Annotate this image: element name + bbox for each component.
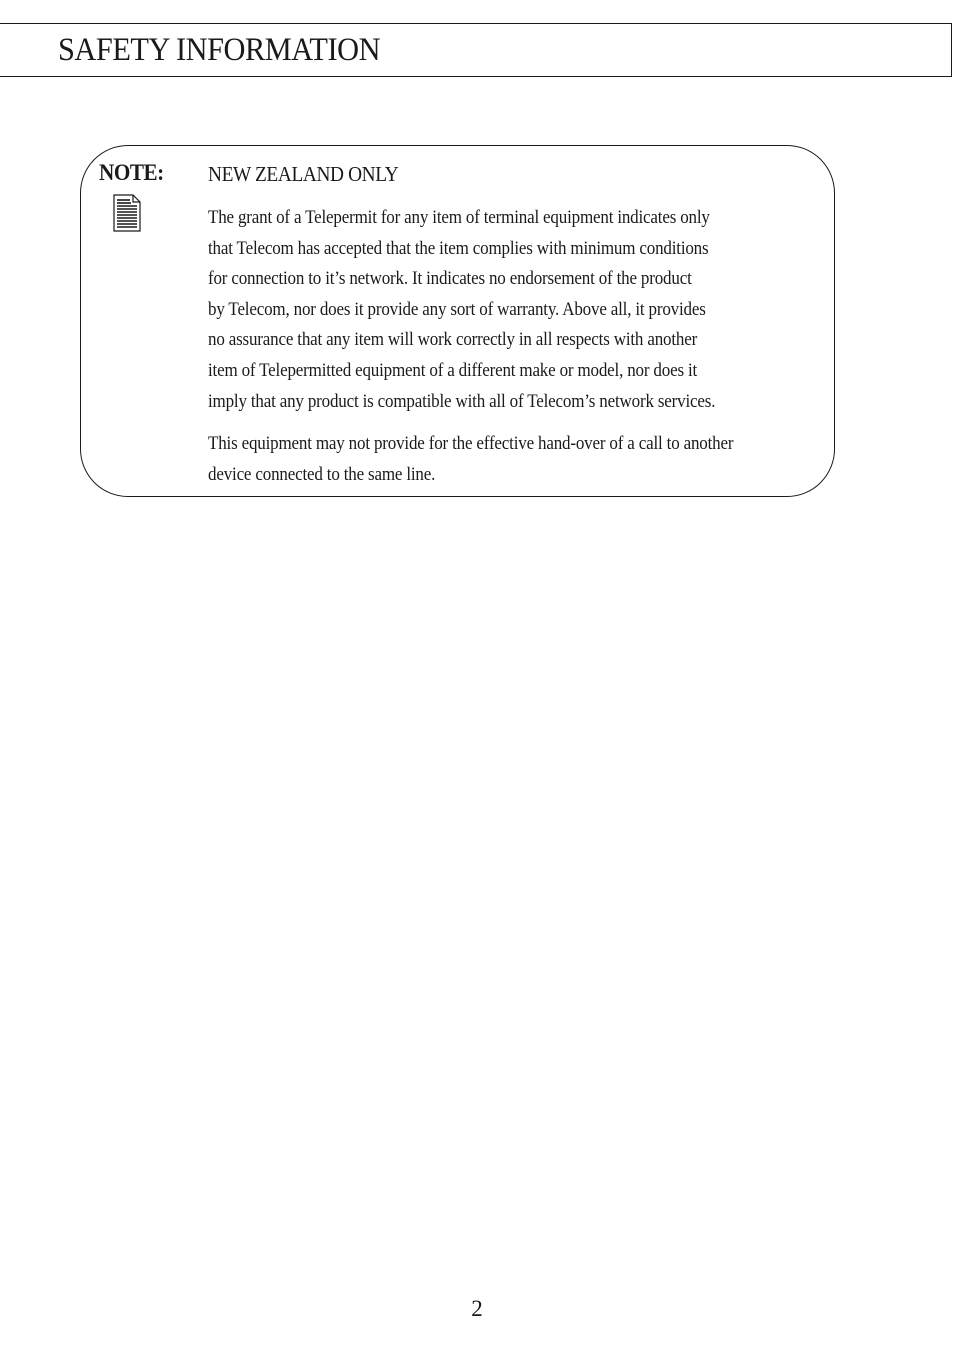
paragraph-line: no assurance that any item will work correctly in all respects with another (208, 330, 698, 351)
note-heading: NEW ZEALAND ONLY (208, 162, 399, 186)
note-box (80, 145, 835, 497)
page-number: 2 (471, 1296, 483, 1321)
note-paragraph-2 (208, 429, 843, 490)
paragraph-line: item of Telepermitted equipment of a different make or model, nor does it (208, 360, 698, 381)
paragraph-line: device connected to the same line. (208, 464, 436, 485)
document-lines-icon (113, 194, 141, 232)
paragraph-line: by Telecom, nor does it provide any sort of warranty. Above all, it provides (208, 299, 706, 320)
note-paragraph-1 (208, 203, 843, 417)
paragraph-line: for connection to it’s network. It indicates no endorsement of the product (208, 269, 692, 290)
paragraph-line: The grant of a Telepermit for any item of terminal equipment indicates only (208, 208, 710, 228)
header-bar (0, 23, 952, 77)
paragraph-line: This equipment may not provide for the effective hand-over of a call to another (208, 434, 734, 455)
note-body (208, 203, 848, 490)
paragraph-line: that Telecom has accepted that the item complies with minimum conditions (208, 238, 709, 259)
page-title: SAFETY INFORMATION (58, 32, 381, 68)
note-label: NOTE: (99, 160, 164, 185)
paragraph-line: imply that any product is compatible with all of Telecom’s network services. (208, 391, 716, 412)
